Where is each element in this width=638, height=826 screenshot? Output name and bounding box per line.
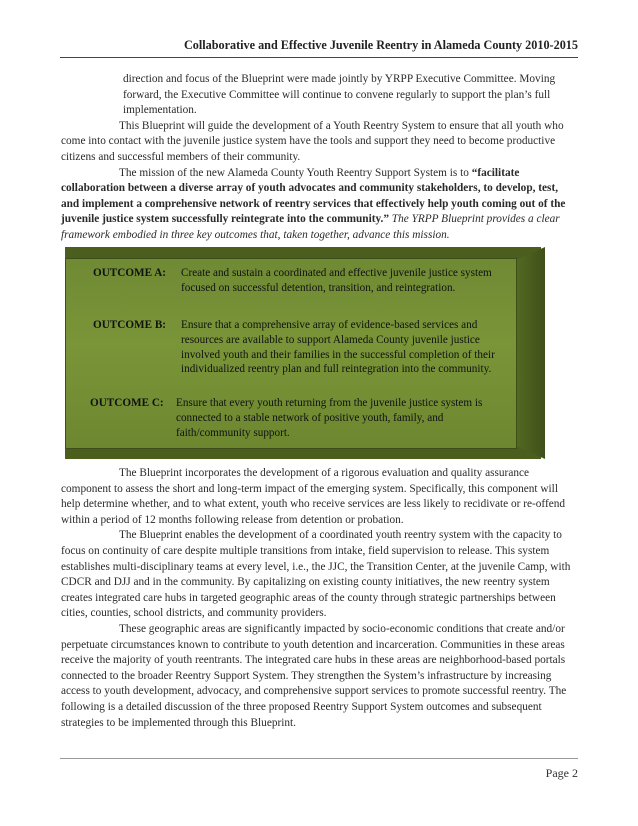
outcome-c-label: OUTCOME C: xyxy=(90,397,164,409)
running-header: Collaborative and Effective Juvenile Reentry in Alameda County 2010-2015 xyxy=(183,38,578,52)
paragraph-evaluation: The Blueprint incorporates the development of a rigorous evaluation and quality assurance component to assess the short and long-term impact of the emerging system. Specifically, this component will help determine whether, and to what extent, youth who receive services are less likely to recidivate or re-offend within a period of 12 months following release from detention or probation. xyxy=(61,467,566,526)
intro-block: direction and focus of the Blueprint were made jointly by YRPP Executive Committee. Moving forward, the Executive Committee will continue to convene regularly to support the plan’s full implementation. xyxy=(123,73,556,117)
footer-rule xyxy=(60,758,578,759)
outcome-b xyxy=(93,318,513,396)
mission-italic: The YRPP Blueprint provides a clear framework embodied in three key outcomes that, taken together, advance this mission. xyxy=(61,213,560,241)
paragraph-blueprint-guide: This Blueprint will guide the development of a Youth Reentry System to ensure that all youth who come into contact with the juvenile justice system have the tools and support they need to become productive citizens and successful members of their community. xyxy=(61,119,564,163)
outcome-b-label: OUTCOME B: xyxy=(93,319,167,331)
outcome-a xyxy=(93,266,513,314)
top-text-section xyxy=(61,72,578,244)
outcome-a-label: OUTCOME A: xyxy=(93,267,167,279)
paragraph-coordinated-system: The Blueprint enables the development of a coordinated youth reentry system with the capacity to focus on continuity of care despite multiple transitions from intake, field supervision to release. This system establishes multi-disciplinary teams at every level, i.e., the JJC, the Transition Center, at the juvenile Camp, with CDCR and DJJ and in the community. By capitalizing on existing county initiatives, the new reentry system creates integrated care hubs in targeted geographic areas of the county through strategic partnerships between cities, counties, school districts, and community providers. xyxy=(61,529,571,620)
bottom-text-section xyxy=(61,466,578,731)
paragraph-mission xyxy=(61,166,578,244)
outcome-c-text: Ensure that every youth returning from the juvenile justice system is connected to a stable network of positive youth, family, and faith/community support. xyxy=(176,397,483,439)
outcome-c xyxy=(90,396,510,444)
outcome-b-text: Ensure that a comprehensive array of evidence-based services and resources are available to support Alameda County juvenile justice involved youth and their families in the successful completion of their individualized reentry plan and full reintegration into the community. xyxy=(181,319,495,376)
outcome-a-text: Create and sustain a coordinated and effective juvenile justice system focused on successful detention, transition, and reintegration. xyxy=(181,267,492,294)
mission-quote: “facilitate collaboration between a diverse array of youth advocates and community stakeholders, to develop, test, and implement a comprehensive network of reentry services that effectively help youth coming out of the juvenile justice system successfully reintegrate into the community.” xyxy=(61,166,566,226)
header-rule xyxy=(60,57,578,58)
page-number: Page 2 xyxy=(545,766,578,780)
paragraph-geographic-areas: These geographic areas are significantly impacted by socio-economic conditions that create and/or perpetuate circumstances known to contribute to youth detention and incarceration. Communities in these areas receive the majority of youth reentrants. The integrated care hubs in these areas are neighborhood-based portals connected to the broader Reentry Support System. They strengthen the System’s infrastructure by increasing access to youth development, advocacy, and comprehensive support services to promote successful reentry. The following is a detailed discussion of the three proposed Reentry Support System outcomes and subsequent strategies to be implemented through this Blueprint. xyxy=(61,622,567,729)
mission-lead: The mission of the new Alameda County Youth Reentry Support System is to xyxy=(119,166,472,179)
outcome-box-side xyxy=(514,247,545,459)
